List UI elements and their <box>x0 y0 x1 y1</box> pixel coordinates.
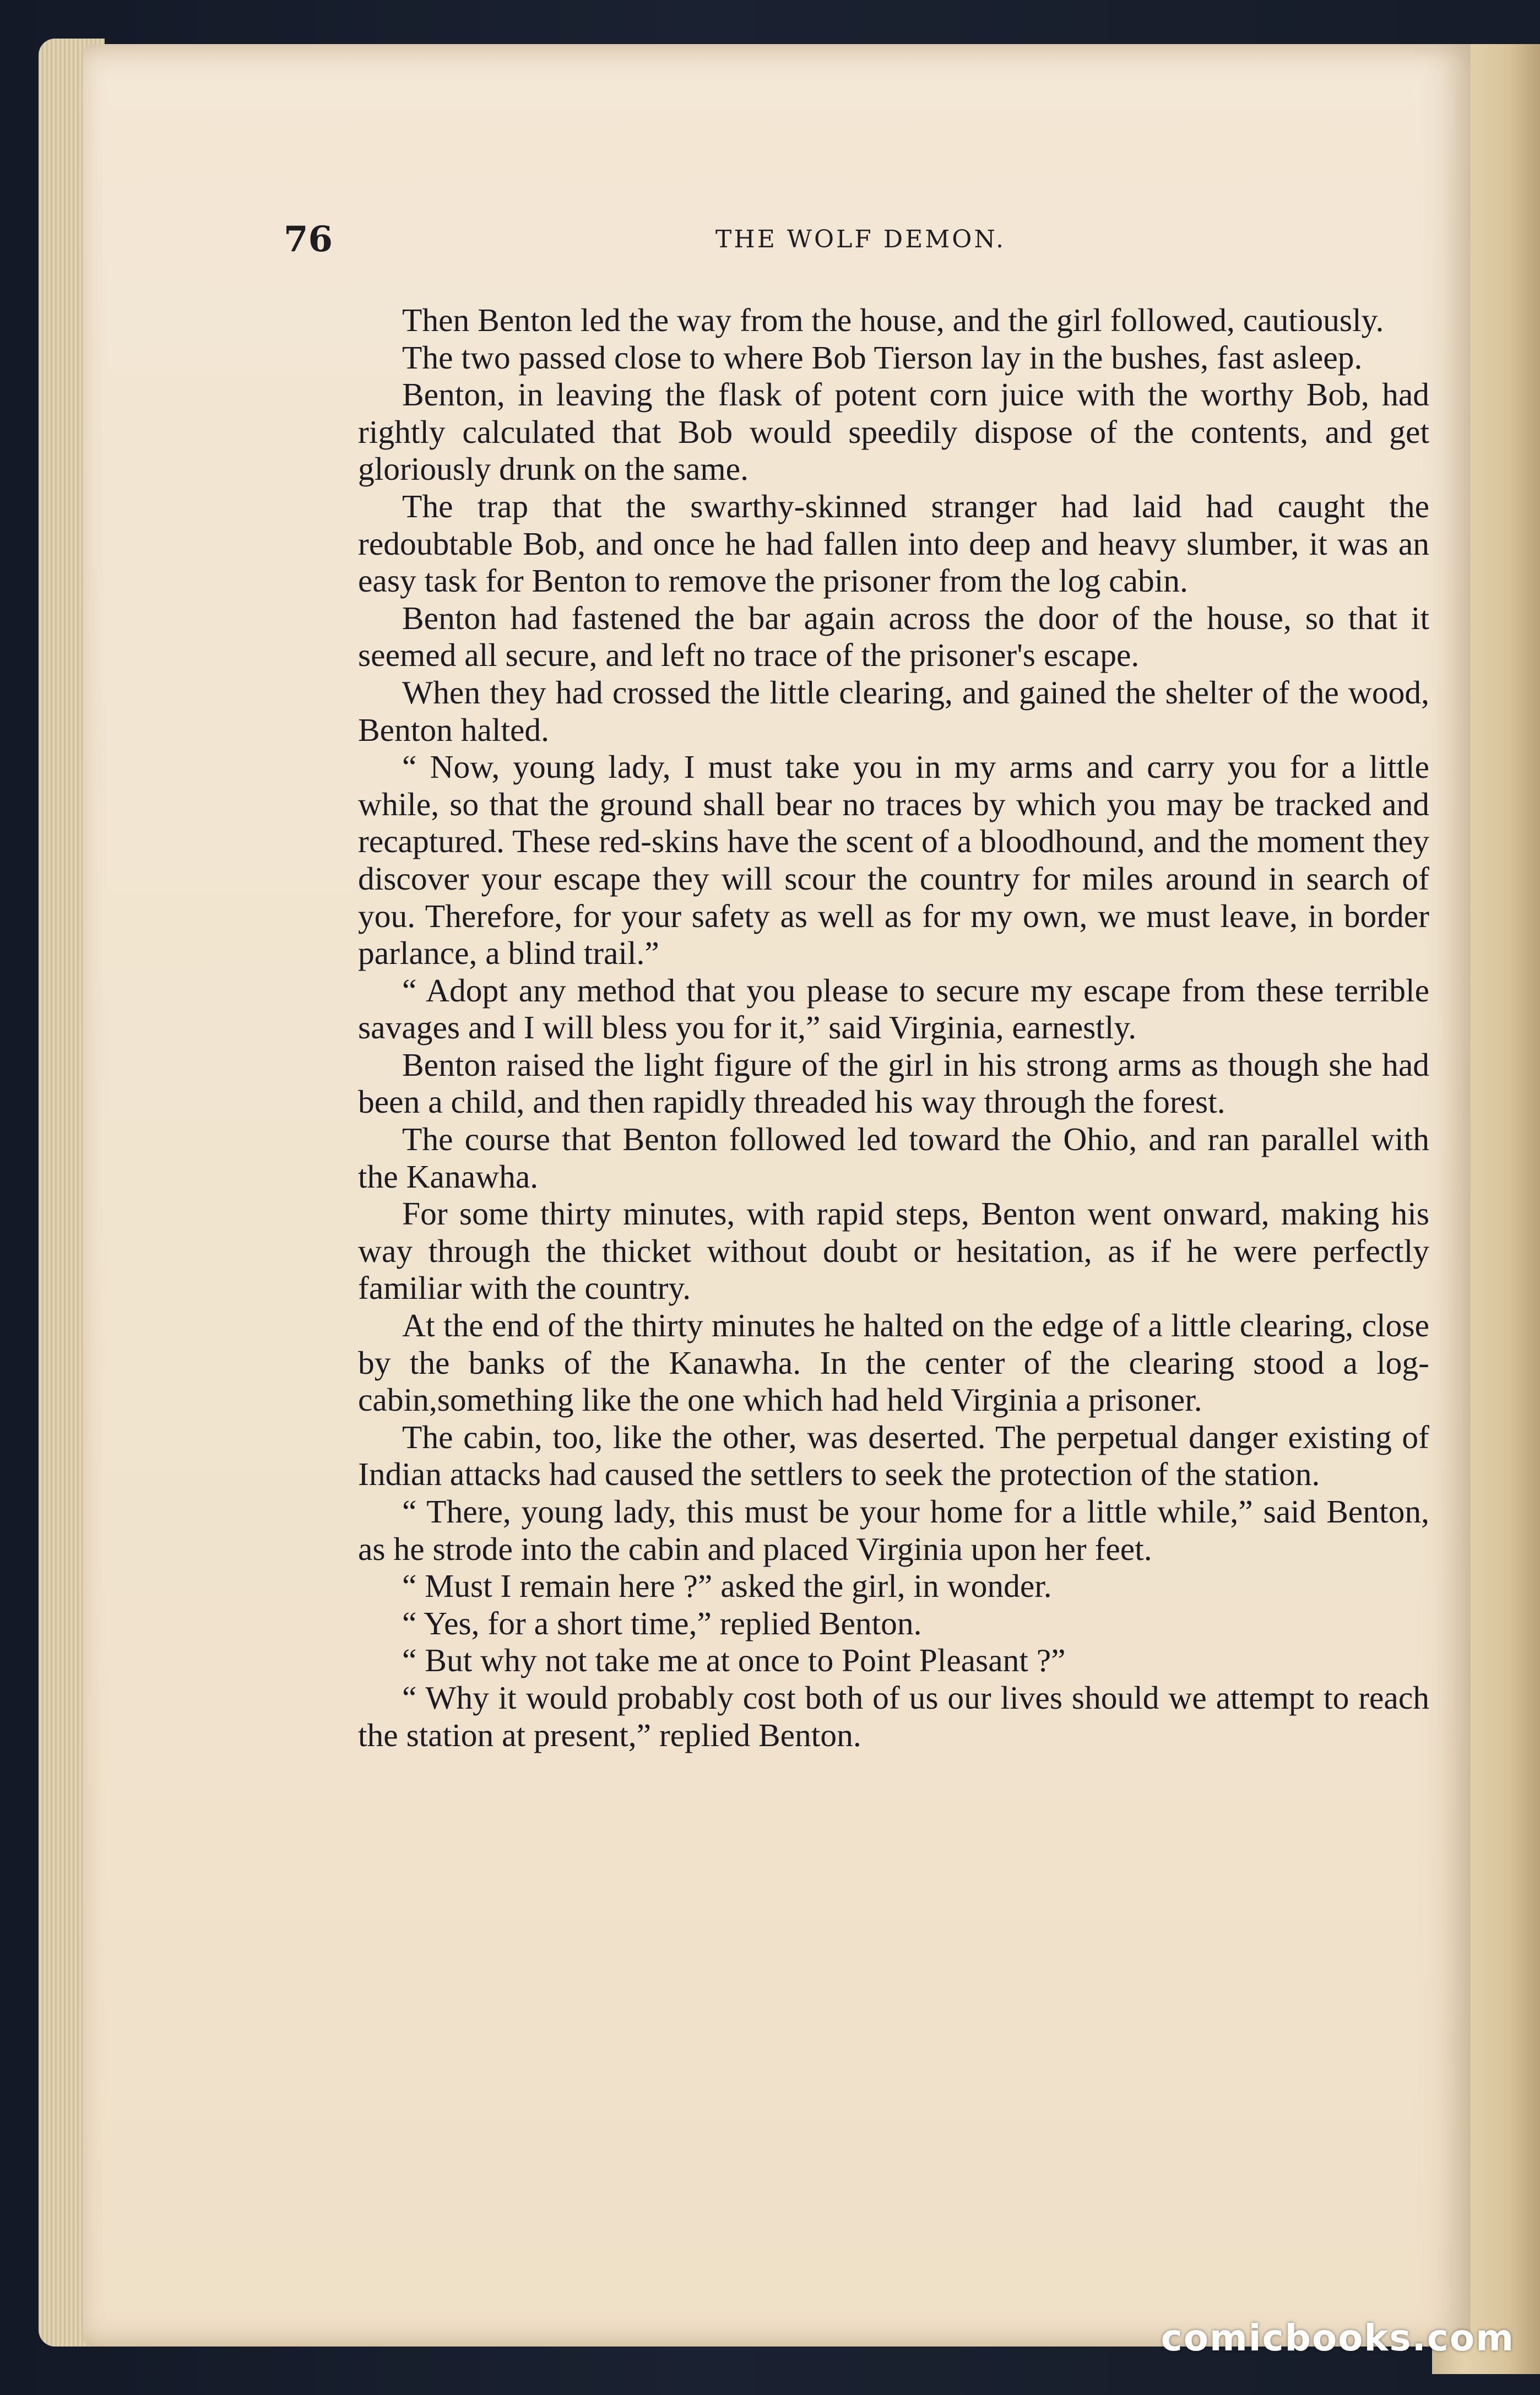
paragraph: Benton, in leaving the flask of potent corn juice with the worthy Bob, had rightly calculated that Bob would speedily dispose of the contents, and get gloriously drunk on the same. <box>358 376 1429 487</box>
paragraph: “ Yes, for a short time,” replied Benton. <box>402 1605 922 1641</box>
paragraph: “ There, young lady, this must be your home for a little while,” said Benton, as he strode into the cabin and placed Virginia upon her feet. <box>358 1493 1429 1567</box>
paragraph: The two passed close to where Bob Tierson lay in the bushes, fast asleep. <box>402 339 1363 376</box>
page-header <box>284 218 1438 262</box>
paragraph: “ Why it would probably cost both of us our lives should we attempt to reach the station at present,” replied Benton. <box>358 1679 1429 1753</box>
paragraph: “ Must I remain here ?” asked the girl, in wonder. <box>402 1568 1052 1605</box>
body-text <box>358 302 1429 1754</box>
paragraph: When they had crossed the little clearing, and gained the shelter of the wood, Benton halted. <box>358 674 1429 748</box>
paragraph: Benton had fastened the bar again across the door of the house, so that it seemed all secure, and left no trace of the prisoner's escape. <box>358 599 1429 674</box>
running-title: THE WOLF DEMON. <box>715 225 1006 253</box>
paragraph: For some thirty minutes, with rapid steps, Benton went onward, making his way through the thicket without doubt or hesitation, as if he were perfectly familiar with the country. <box>358 1195 1429 1307</box>
paragraph: The cabin, too, like the other, was deserted. The perpetual danger existing of Indian attacks had caused the settlers to seek the protection of the station. <box>358 1418 1429 1493</box>
page-number: 76 <box>284 219 333 260</box>
paragraph: Then Benton led the way from the house, and the girl followed, cautiously. <box>402 302 1384 338</box>
paragraph: Benton raised the light figure of the girl in his strong arms as though she had been a child, and then rapidly threaded his way through the forest. <box>358 1046 1429 1120</box>
paragraph: “ But why not take me at once to Point Pleasant ?” <box>402 1642 1066 1679</box>
paragraph: The course that Benton followed led toward the Ohio, and ran parallel with the Kanawha. <box>358 1121 1429 1195</box>
paragraph: “ Adopt any method that you please to secure my escape from these terrible savages and I will bless you for it,” said Virginia, earnestly. <box>358 972 1429 1046</box>
paragraph: At the end of the thirty minutes he halted on the edge of a little clearing, close by the banks of the Kanawha. In the center of the clearing stood a log-cabin,something like the one which had held Virginia a prisoner. <box>358 1307 1429 1418</box>
paragraph: The trap that the swarthy-skinned stranger had laid had caught the redoubtable Bob, and once he had fallen into deep and heavy slumber, it was an easy task for Benton to remove the prisoner from the log cabin. <box>358 487 1429 599</box>
watermark-logo: comicbooks.com <box>1161 2317 1515 2359</box>
paragraph: “ Now, young lady, I must take you in my arms and carry you for a little while, so that the ground shall bear no traces by which you may be tracked and recaptured. These red-skins have the scent of a bloodhound, and the moment they discover your escape they will scour the country for miles around in search of you. Therefore, for your safety as well as for my own, we must leave, in border parlance, a blind trail.” <box>358 749 1429 972</box>
